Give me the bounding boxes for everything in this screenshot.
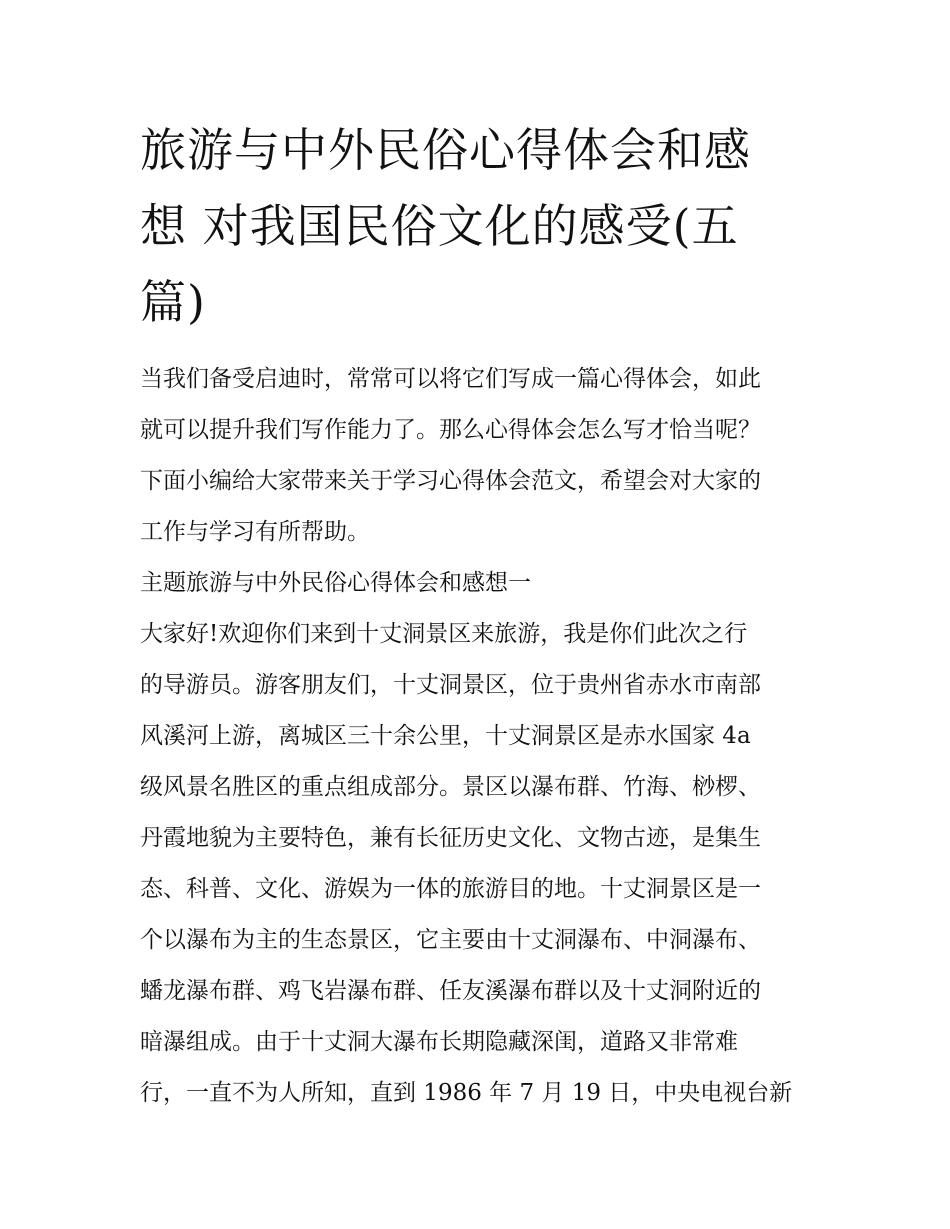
body-line: 态、科普、文化、游娱为一体的旅游目的地。十丈洞景区是一 <box>140 876 761 902</box>
body-line: 丹霞地貌为主要特色，兼有长征历史文化、文物古迹，是集生 <box>140 825 761 851</box>
body-line: 大家好!欢迎你们来到十丈洞景区来旅游，我是你们此次之行 <box>140 621 748 647</box>
intro-line: 当我们备受启迪时，常常可以将它们写成一篇心得体会，如此 <box>140 366 761 392</box>
body-line: 风溪河上游，离城区三十余公里，十丈洞景区是赤水国家 4a <box>140 723 751 749</box>
title-line: 想 对我国民俗文化的感受(五 <box>140 199 739 253</box>
intro-line: 下面小编给大家带来关于学习心得体会范文，希望会对大家的 <box>140 468 761 494</box>
title-line: 旅游与中外民俗心得体会和感 <box>140 123 751 177</box>
body-line: 的导游员。游客朋友们，十丈洞景区，位于贵州省赤水市南部 <box>140 672 761 698</box>
body-line: 蟠龙瀑布群、鸡飞岩瀑布群、任友溪瀑布群以及十丈洞附近的 <box>140 978 761 1004</box>
intro-line: 就可以提升我们写作能力了。那么心得体会怎么写才恰当呢？ <box>140 417 761 443</box>
document-body <box>140 354 830 1119</box>
body-line: 行，一直不为人所知，直到 1986 年 7 月 19 日，中央电视台新 <box>140 1080 793 1106</box>
title-line: 篇) <box>140 275 206 329</box>
body-line: 暗瀑组成。由于十丈洞大瀑布长期隐藏深闺，道路又非常难 <box>140 1029 738 1055</box>
intro-line: 工作与学习有所帮助。 <box>140 519 370 545</box>
body-line: 个以瀑布为主的生态景区，它主要由十丈洞瀑布、中洞瀑布、 <box>140 927 761 953</box>
section-heading: 主题旅游与中外民俗心得体会和感想一 <box>140 570 531 596</box>
body-line: 级风景名胜区的重点组成部分。景区以瀑布群、竹海、桫椤、 <box>140 774 761 800</box>
document-title <box>140 112 820 340</box>
